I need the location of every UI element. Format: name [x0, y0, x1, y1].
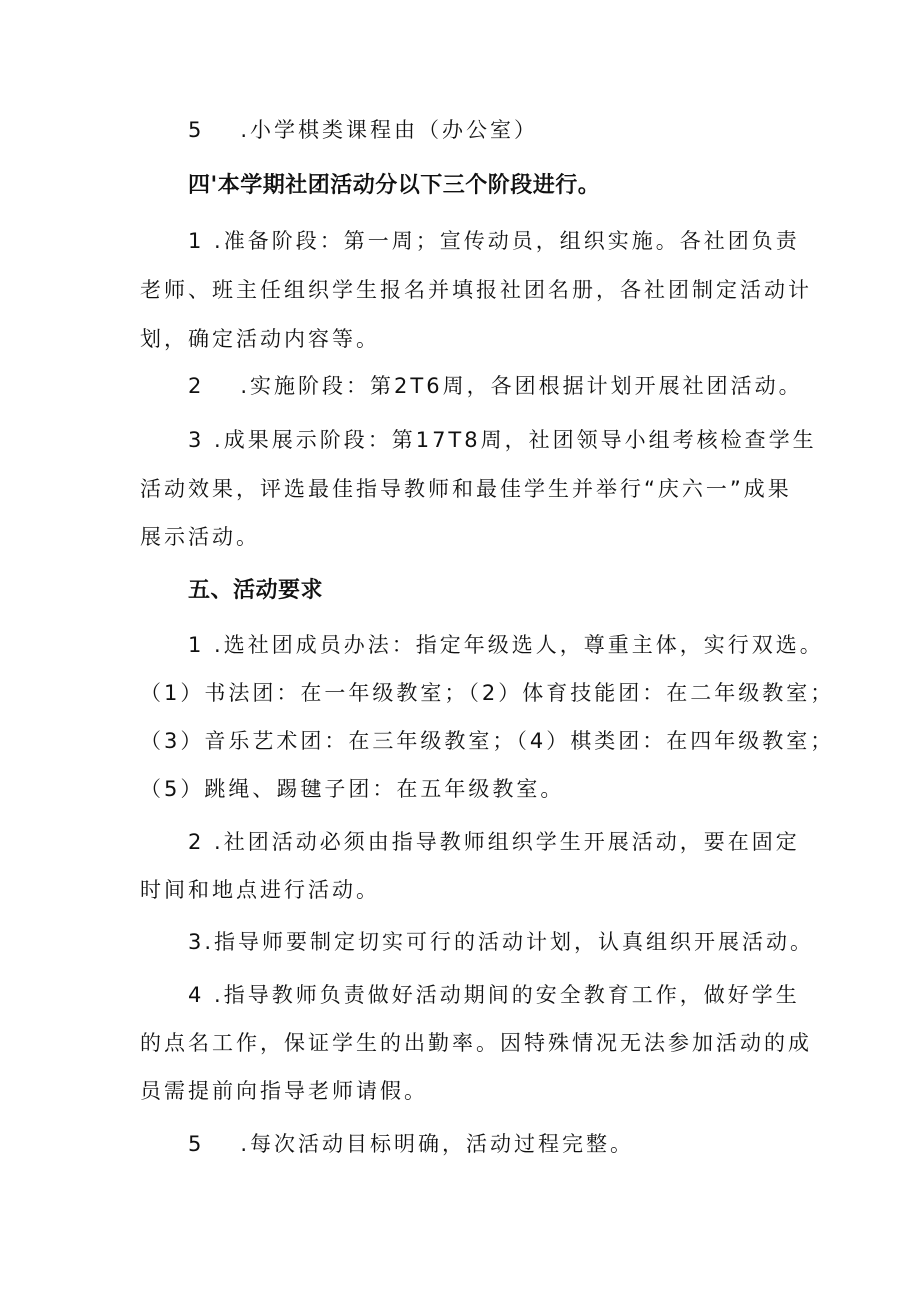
item-number: 5 — [188, 118, 205, 142]
list-item-5-activity-goals — [188, 1130, 634, 1158]
paragraph-line: 时间和地点进行活动。 — [140, 878, 380, 902]
paragraph-line: 2 .社团活动必须由指导教师组织学生开展活动，要在固定 — [188, 830, 800, 854]
section-heading-5: 五、活动要求 — [188, 578, 324, 603]
paragraph-line: （3）音乐艺术团：在三年级教室；（4）棋类团：在四年级教室； — [140, 729, 835, 753]
paragraph-line: （1）书法团：在一年级教室；（2）体育技能团：在二年级教室； — [140, 681, 835, 705]
paragraph-line: 1 .选社团成员办法：指定年级选人，尊重主体，实行双选。 — [188, 633, 824, 657]
list-item-5-chess-course — [188, 116, 538, 144]
paragraph-line: 1 .准备阶段：第一周；宣传动员，组织实施。各社团负责 — [188, 229, 800, 253]
paragraph-line: 3.指导师要制定切实可行的活动计划，认真组织开展活动。 — [188, 930, 815, 954]
paragraph-line: （5）跳绳、踢毽子团：在五年级教室。 — [140, 777, 565, 801]
item-number: 5 — [188, 1132, 205, 1156]
paragraph-line: 活动效果，评选最佳指导教师和最佳学生并举行“庆六一”成果 — [140, 477, 792, 501]
item-text: .小学棋类课程由（办公室） — [240, 118, 539, 142]
paragraph-line: 展示活动。 — [140, 525, 260, 549]
paragraph-line: 员需提前向指导老师请假。 — [140, 1079, 428, 1103]
paragraph-line: 4 .指导教师负责做好活动期间的安全教育工作，做好学生 — [188, 983, 800, 1007]
paragraph-line: 划，确定活动内容等。 — [140, 327, 380, 351]
paragraph-line: 3 .成果展示阶段：第17T8周，社团领导小组考核检查学生 — [188, 428, 817, 452]
paragraph-line: 的点名工作，保证学生的出勤率。因特殊情况无法参加活动的成 — [140, 1031, 812, 1055]
item-text: .每次活动目标明确，活动过程完整。 — [240, 1132, 635, 1156]
item-text: .实施阶段：第2T6周，各团根据计划开展社团活动。 — [240, 374, 803, 398]
section-heading-4: 四'本学期社团活动分以下三个阶段进行。 — [188, 173, 601, 198]
list-item-2-implementation — [188, 372, 803, 400]
paragraph-line: 老师、班主任组织学生报名并填报社团名册，各社团制定活动计 — [140, 278, 812, 302]
item-number: 2 — [188, 374, 205, 398]
